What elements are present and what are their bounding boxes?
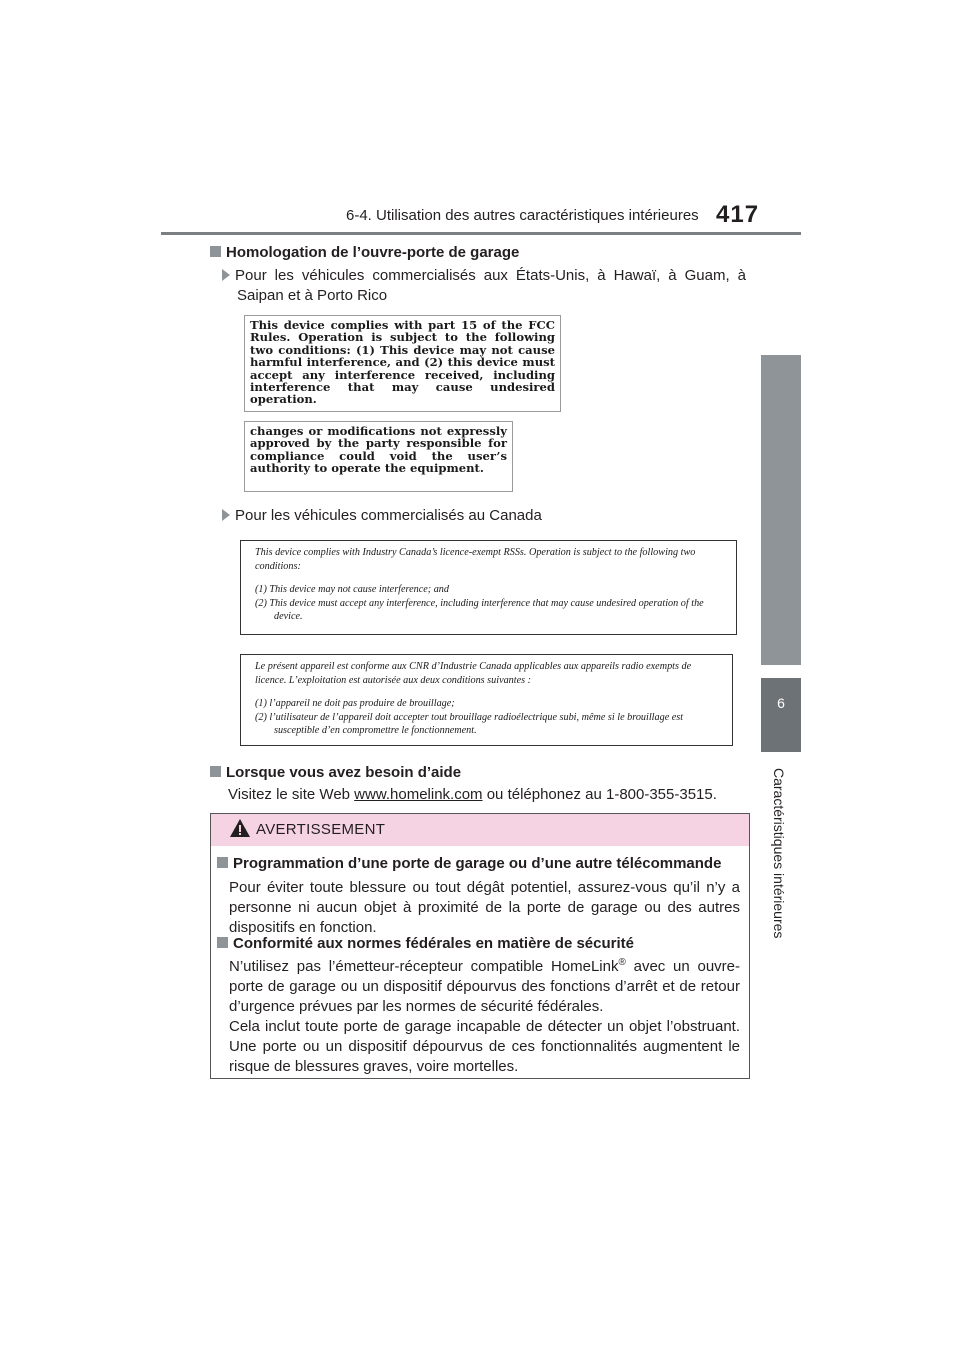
section-heading-homologation (210, 244, 519, 261)
warning-sub2-text-c: Cela inclut toute porte de garage incapable de détecter un objet l’obstruant. Une porte ou un dispositif dépourvus de ces fonctionnalités augmentent le risque de blessures graves, voire mortelles. (229, 1018, 740, 1075)
square-bullet-icon (210, 766, 221, 777)
help-text-after: ou téléphonez au 1-800-355-3515. (482, 786, 717, 803)
bullet-canada (222, 507, 542, 524)
section-heading-help-text: Lorsque vous avez besoin d’aide (226, 764, 462, 781)
square-bullet-icon (217, 857, 228, 868)
canada-notice-french (240, 654, 733, 746)
bullet-us (222, 266, 746, 306)
warning-sub2-heading (217, 935, 634, 952)
page-number: 417 (716, 201, 760, 228)
warning-header (211, 814, 749, 846)
fcc-notice-box-2: changes or modifications not expressly approved by the party responsible for compliance could void the user’s authority to operate the equipment. (244, 421, 513, 492)
chapter-title-vertical (760, 768, 800, 939)
warning-title: AVERTISSEMENT (256, 821, 386, 838)
warning-sub1-heading-text: Programmation d’une porte de garage ou d’une autre télécommande (233, 855, 722, 872)
fcc-notice-box-1: This device complies with part 15 of the FCC Rules. Operation is subject to the following two conditions: (1) This device may not cause harmful interference, and (2) this device must accept any interference received, including interference that may cause undesired operation. (244, 315, 561, 412)
bullet-us-text: Pour les véhicules commercialisés aux États-Unis, à Hawaï, à Guam, à Saipan et à Porto Rico (235, 267, 746, 304)
bullet-canada-text: Pour les véhicules commercialisés au Canada (235, 507, 542, 524)
section-heading-text: Homologation de l’ouvre-porte de garage (226, 244, 520, 261)
help-text-before: Visitez le site Web (228, 786, 355, 803)
canada-en-item1: (1) This device may not cause interference; and (255, 584, 449, 595)
canada-fr-item1: (1) l’appareil ne doit pas produire de brouillage; (255, 698, 455, 709)
triangle-bullet-icon (222, 509, 230, 521)
chapter-tab[interactable]: 6 (761, 678, 801, 752)
warning-sub2-heading-text: Conformité aux normes fédérales en matière de sécurité (233, 935, 634, 952)
canada-notice-english (240, 540, 737, 635)
square-bullet-icon (210, 246, 221, 257)
warning-triangle-icon (229, 818, 251, 838)
side-tab-bar (761, 355, 801, 665)
homelink-link[interactable]: www.homelink.com (354, 786, 483, 803)
warning-sub2-text-b: avec un ouvre-porte de garage ou un dispositif dépourvus des fonctions d’arrêt et de retour d’urgence prévues par les normes de sécurité fédérales. (229, 958, 740, 1015)
canada-fr-intro: Le présent appareil est conforme aux CNR d’Industrie Canada applicables aux appareils radio exempts de licence. L’exploitation est autorisée aux deux conditions suivantes : (255, 661, 692, 686)
header-section-title: 6-4. Utilisation des autres caractéristiques intérieures (346, 207, 699, 224)
header-rule (161, 232, 801, 235)
warning-box (210, 813, 750, 1079)
canada-en-item2: (2) This device must accept any interference, including interference that may cause undesired operation of the device. (255, 597, 704, 622)
square-bullet-icon (217, 937, 228, 948)
warning-sub1-text: Pour éviter toute blessure ou tout dégât potentiel, assurez-vous qu’il n’y a personne ni aucun objet à proximité de la porte de garage ou des autres dispositifs en fonction. (229, 879, 740, 936)
help-text (228, 786, 717, 803)
canada-fr-item2: (2) l’utilisateur de l’appareil doit accepter tout brouillage radioélectrique subi, même si le brouillage est susceptible d’en compromettre le fonctionnement. (255, 711, 684, 736)
warning-sub2-text (229, 957, 740, 1077)
triangle-bullet-icon (222, 269, 230, 281)
canada-en-intro: This device complies with Industry Canada’s licence-exempt RSSs. Operation is subject to the following two conditions: (255, 547, 696, 572)
registered-mark: ® (618, 957, 626, 968)
warning-sub2-text-a: N’utilisez pas l’émetteur-récepteur compatible HomeLink (229, 958, 619, 975)
warning-sub1-heading (217, 855, 721, 872)
section-heading-help (210, 764, 461, 781)
chapter-title-text: Caractéristiques intérieures (771, 768, 787, 939)
